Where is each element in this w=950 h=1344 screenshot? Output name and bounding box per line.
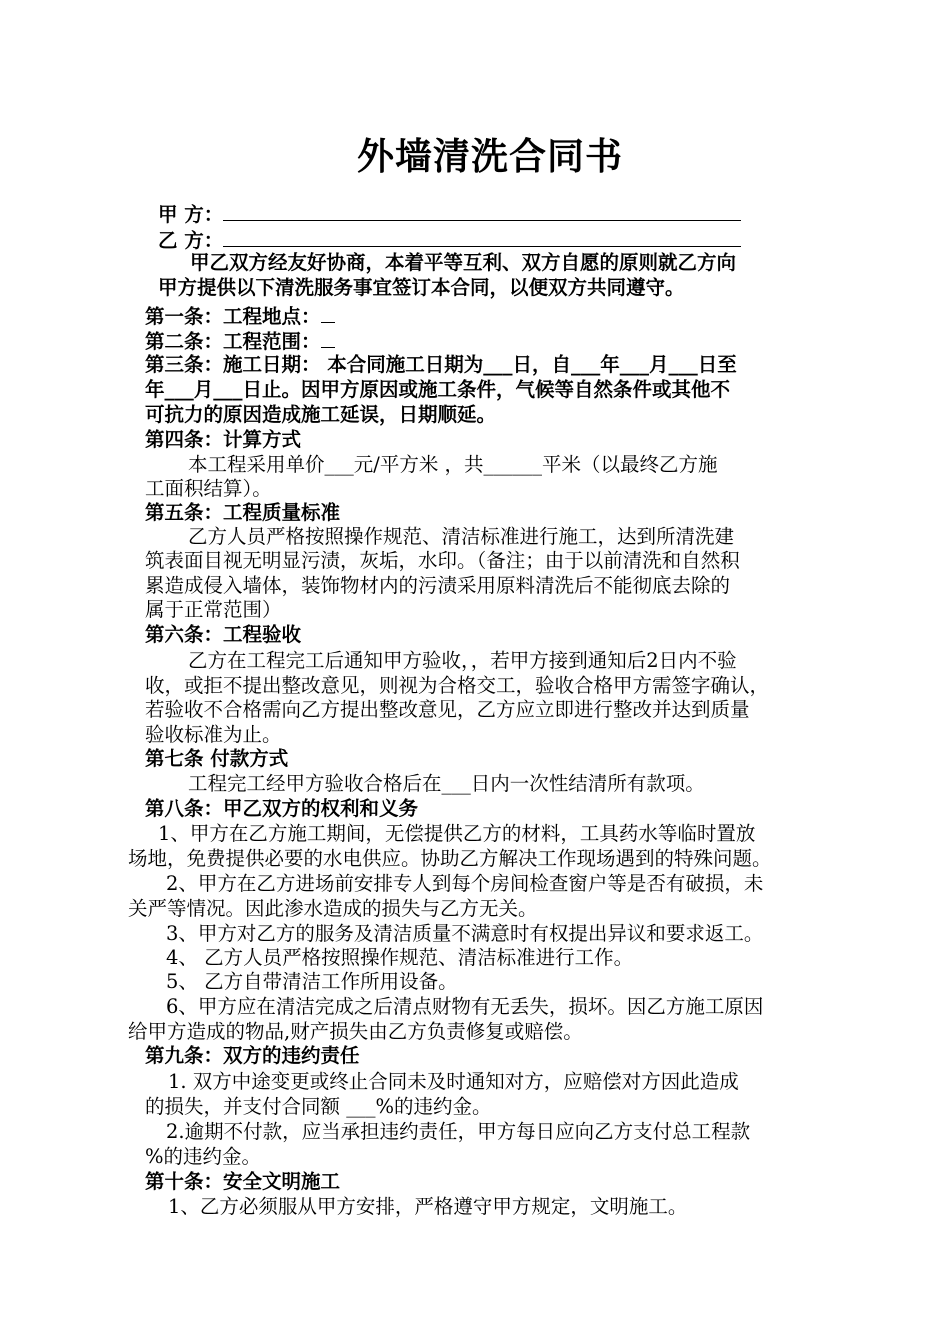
article-2 [145, 327, 335, 354]
article-1 [145, 302, 335, 329]
party-b-blank [223, 226, 741, 247]
document-title: 外墙清洗合同书 [357, 135, 623, 178]
intro-line-2: 甲方提供以下清洗服务事宜签订本合同，以便双方共同遵守。 [158, 276, 685, 299]
party-a-blank [223, 200, 741, 221]
article-2-blank [321, 327, 335, 348]
article-9-item-2b: %的违约金。 [145, 1145, 262, 1168]
article-2-label: 第二条：工程范围： [145, 330, 321, 353]
article-7-heading: 第七条 付款方式 [145, 747, 289, 770]
article-3-line-3: 可抗力的原因造成施工延误，日期顺延。 [145, 403, 497, 426]
article-10-heading: 第十条：安全文明施工 [145, 1170, 341, 1193]
article-1-label: 第一条：工程地点： [145, 305, 321, 328]
article-8-item-5: 5、 乙方自带清洁工作所用设备。 [166, 970, 458, 993]
article-5-line-3: 累造成侵入墙体，装饰物材内的污渍采用原料清洗后不能彻底去除的 [145, 574, 731, 597]
article-4-heading: 第四条：计算方式 [145, 428, 302, 451]
article-6-line-4: 验收标准为止。 [145, 723, 282, 746]
party-b-label: 乙 方： [158, 229, 224, 252]
article-6-heading: 第六条：工程验收 [145, 623, 302, 646]
article-8-item-1b: 场地，免费提供必要的水电供应。协助乙方解决工作现场遇到的特殊问题。 [128, 847, 772, 870]
article-8-item-2a: 2、甲方在乙方进场前安排专人到每个房间检查窗户等是否有破损，未 [166, 872, 764, 895]
article-1-blank [321, 302, 335, 323]
article-8-heading: 第八条：甲乙双方的权利和义务 [145, 797, 419, 820]
article-6-line-1: 乙方在工程完工后通知甲方验收，，若甲方接到通知后2日内不验 [188, 649, 737, 672]
article-10-item-1: 1、乙方必须服从甲方安排，严格遵守甲方规定，文明施工。 [168, 1195, 688, 1218]
article-5-heading: 第五条：工程质量标准 [145, 501, 341, 524]
intro-line-1: 甲乙双方经友好协商，本着平等互利、双方自愿的原则就乙方向 [190, 251, 737, 274]
article-9-heading: 第九条：双方的违约责任 [145, 1044, 360, 1067]
article-3-line-2: 年___月___日止。因甲方原因或施工条件，气候等自然条件或其他不 [145, 378, 731, 401]
article-9-item-2a: 2.逾期不付款，应当承担违约责任，甲方每日应向乙方支付总工程款 [166, 1120, 751, 1143]
article-5-line-1: 乙方人员严格按照操作规范、清洁标准进行施工，达到所清洗建 [188, 525, 735, 548]
article-9-item-1b: 的损失，并支付合同额 ___%的违约金。 [145, 1095, 492, 1118]
article-8-item-2b: 关严等情况。因此渗水造成的损失与乙方无关。 [128, 897, 538, 920]
article-8-item-4: 4、 乙方人员严格按照操作规范、清洁标准进行工作。 [166, 946, 634, 969]
article-9-item-1a: 1. 双方中途变更或终止合同未及时通知对方，应赔偿对方因此造成 [168, 1070, 739, 1093]
article-6-line-3: 若验收不合格需向乙方提出整改意见，乙方应立即进行整改并达到质量 [145, 698, 750, 721]
article-8-item-6b: 给甲方造成的物品,财产损失由乙方负责修复或赔偿。 [128, 1020, 583, 1043]
article-5-line-4: 属于正常范围） [145, 598, 282, 621]
article-4-line-2: 工面积结算）。 [145, 477, 272, 500]
article-5-line-2: 筑表面目视无明显污渍，灰垢，水印。（备注；由于以前清洗和自然积 [145, 549, 740, 572]
article-7-line-1: 工程完工经甲方验收合格后在___日内一次性结清所有款项。 [188, 772, 705, 795]
article-8-item-1a: 1、甲方在乙方施工期间，无偿提供乙方的材料，工具药水等临时置放 [158, 822, 756, 845]
party-b-line [158, 226, 741, 253]
party-a-label: 甲 方： [158, 203, 224, 226]
party-a-line [158, 200, 741, 227]
article-3-line-1: 第三条：施工日期： 本合同施工日期为___日，自___年___月___日至 [145, 353, 737, 376]
article-8-item-3: 3、甲方对乙方的服务及清洁质量不满意时有权提出异议和要求返工。 [166, 922, 764, 945]
article-6-line-2: 收，或拒不提出整改意见，则视为合格交工，验收合格甲方需签字确认， [145, 674, 770, 697]
article-4-line-1: 本工程采用单价___元/平方米 ，共______平米（以最终乙方施 [188, 453, 718, 476]
article-8-item-6a: 6、甲方应在清洁完成之后清点财物有无丢失，损坏。因乙方施工原因 [166, 995, 764, 1018]
